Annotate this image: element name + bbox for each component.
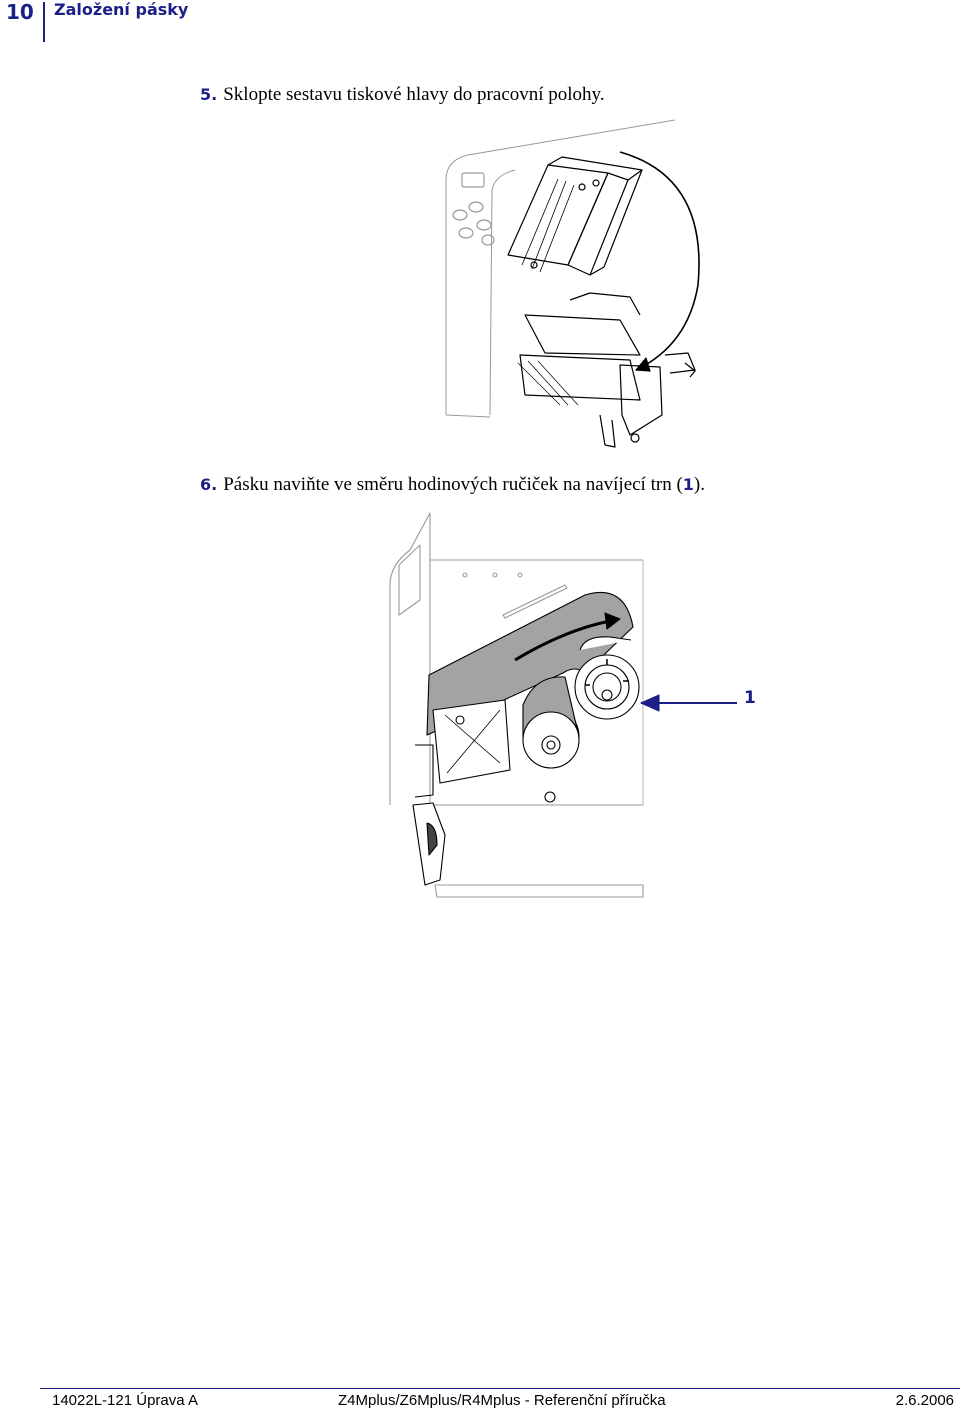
step-5-text: Sklopte sestavu tiskové hlavy do pracovní polohy. [223,84,605,105]
footer-document-number: 14022L-121 Úprava A [52,1392,198,1409]
ribbon-take-up-illustration [385,505,775,905]
step-6 [200,474,705,496]
footer-date: 2.6.2006 [895,1392,954,1409]
step-6-text-end: ). [693,474,705,495]
step-5 [200,84,605,106]
page-number: 10 [6,0,34,24]
step-6-text: Pásku naviňte ve směru hodinových ručiček na navíjecí trn ( [223,474,683,495]
header-divider [43,2,45,42]
callout-1-take-up-spindle: 1 [744,688,756,708]
footer-divider [40,1388,960,1389]
step-6-number: 6. [200,475,218,494]
section-title: Založení pásky [54,0,189,19]
step-6-callout: 1 [682,475,694,494]
footer-manual-title: Z4Mplus/Z6Mplus/R4Mplus - Referenční příručka [338,1392,666,1409]
step-5-number: 5. [200,85,218,104]
printhead-lowering-illustration [440,115,720,460]
